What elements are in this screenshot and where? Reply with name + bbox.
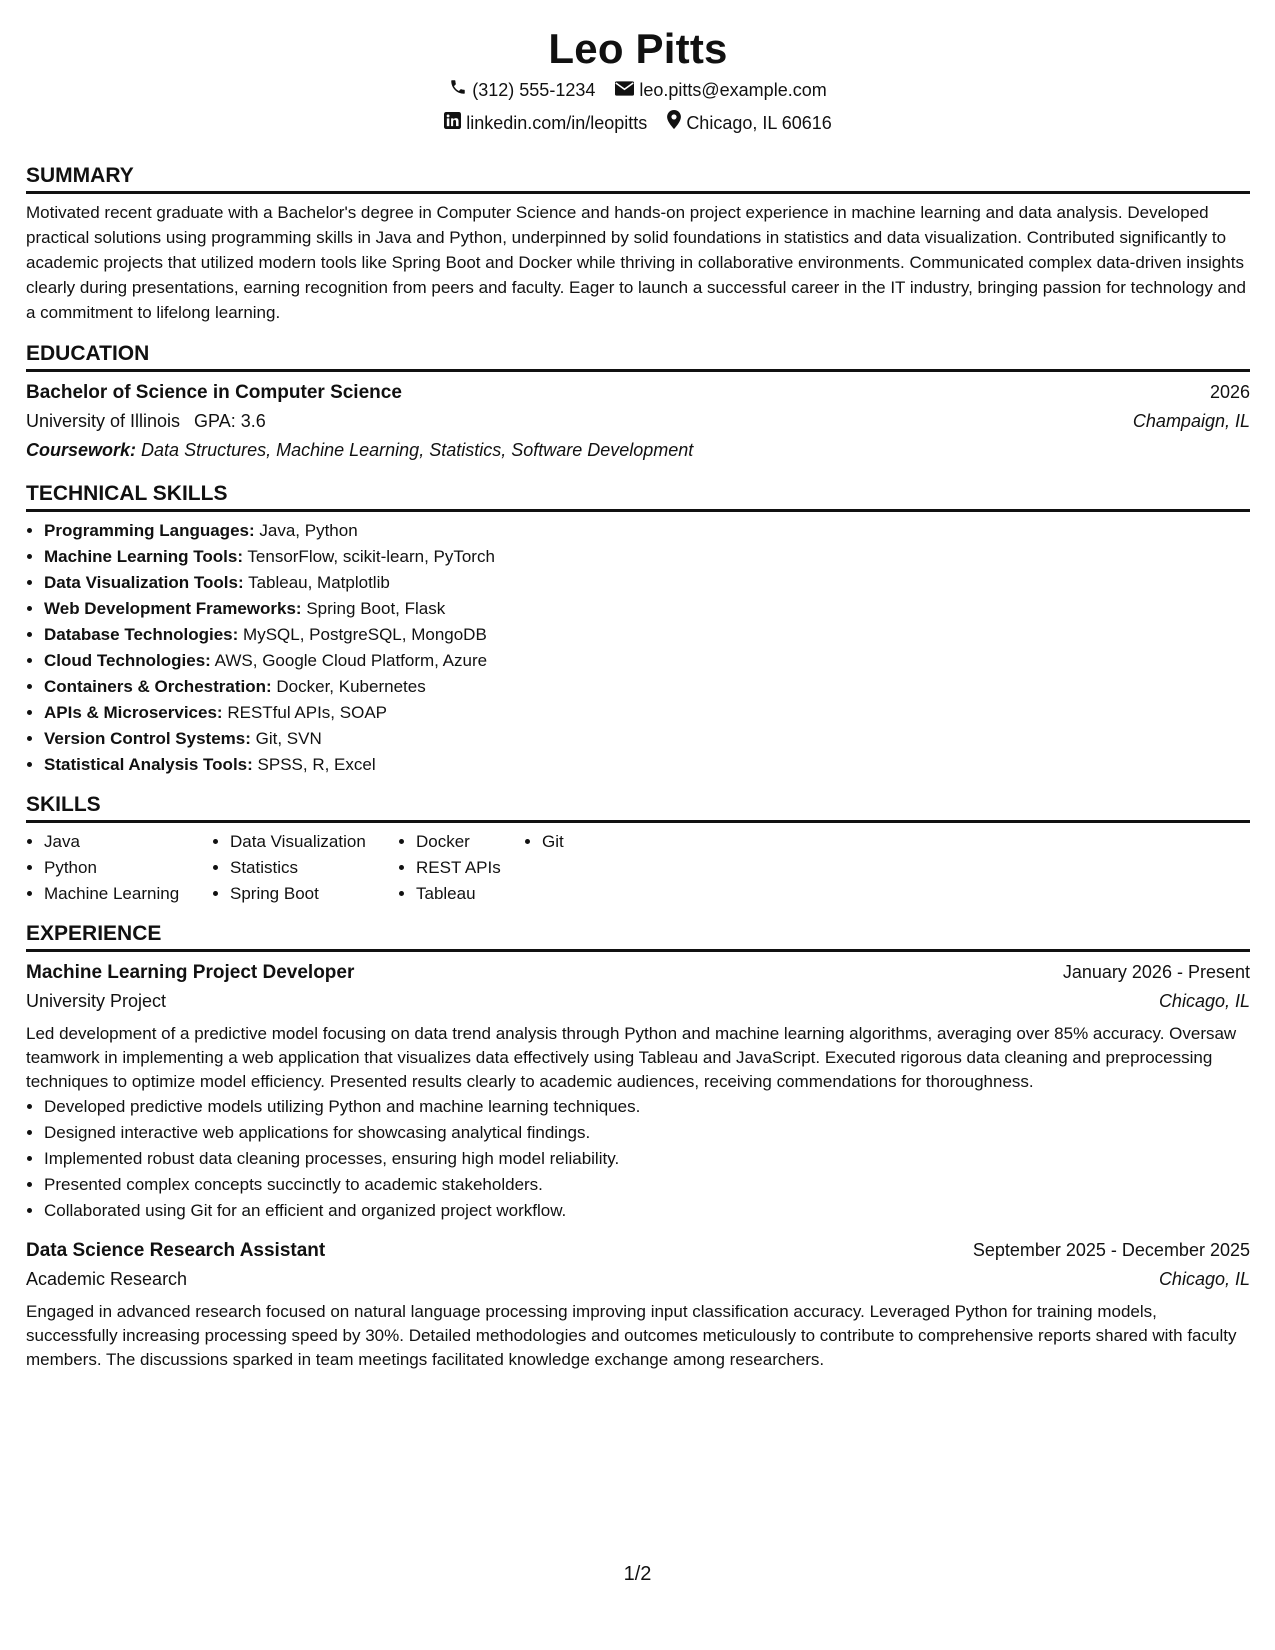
experience-row-2	[26, 987, 1250, 1016]
school-location: Champaign, IL	[1132, 411, 1250, 431]
coursework-list: Data Structures, Machine Learning, Statistics, Software Development	[141, 440, 694, 460]
education-heading: EDUCATION	[26, 341, 1250, 372]
skill-label: Programming Languages:	[44, 521, 255, 540]
skill-item: • Python	[44, 855, 212, 881]
linkedin-icon	[444, 111, 461, 135]
envelope-icon	[615, 78, 634, 102]
skill-value: TensorFlow, scikit-learn, PyTorch	[247, 547, 495, 566]
technical-skills-heading: TECHNICAL SKILLS	[26, 481, 1250, 512]
technical-skill-item	[44, 700, 1250, 726]
skill-label: Cloud Technologies:	[44, 651, 211, 670]
skills-heading: SKILLS	[26, 792, 1250, 823]
skills-column	[524, 829, 622, 907]
resume-header	[26, 24, 1250, 135]
job-bullet: • Developed predictive models utilizing Python and machine learning techniques.	[44, 1094, 1250, 1120]
job-org: University Project	[26, 991, 167, 1011]
coursework	[26, 436, 1250, 465]
skill-item: • Docker	[416, 829, 524, 855]
coursework-label: Coursework:	[26, 440, 137, 460]
skill-value: Java, Python	[259, 521, 358, 540]
skill-label: Machine Learning Tools:	[44, 547, 243, 566]
degree-title: Bachelor of Science in Computer Science	[26, 382, 402, 403]
job-description: Led development of a predictive model focusing on data trend analysis through Python and machine learning algorithms, averaging over 85% accuracy. Oversaw teamwork in implementing a web application that visualizes data effectively using Tableau and JavaScript. Executed rigorous data cleaning and preprocessing techniques to optimize model efficiency. Presented results clearly to academic audiences, receiving commendations for thoroughness.	[26, 1024, 1237, 1091]
job-location: Chicago, IL	[1158, 991, 1250, 1011]
job-dates: September 2025 - December 2025	[972, 1240, 1250, 1260]
skill-value: RESTful APIs, SOAP	[227, 703, 387, 722]
technical-skill-item	[44, 674, 1250, 700]
email-contact[interactable]	[615, 78, 826, 102]
summary-text: Motivated recent graduate with a Bachelor's degree in Computer Science and hands-on project experience in machine learning and data analysis. Developed practical solutions using programming skills in Java and Python, underpinned by solid foundations in statistics and data visualization. Contributed significantly to academic projects that utilized modern tools like Spring Boot and Docker while thriving in collaborative environments. Communicated complex data-driven insights clearly during presentations, earning recognition from peers and faculty. Eager to launch a successful career in the IT industry, bringing passion for technology and a commitment to lifelong learning.	[26, 203, 1246, 322]
experience-row-1	[26, 958, 1250, 987]
skill-label: Data Visualization Tools:	[44, 573, 244, 592]
skill-value: Spring Boot, Flask	[306, 599, 446, 618]
job-bullet: • Designed interactive web applications for showcasing analytical findings.	[44, 1120, 1250, 1146]
skill-value: SPSS, R, Excel	[257, 755, 376, 774]
education-row-1	[26, 378, 1250, 407]
skills-column	[26, 829, 212, 907]
linkedin-contact[interactable]	[444, 111, 647, 135]
skill-value: Tableau, Matplotlib	[248, 573, 390, 592]
candidate-name: Leo Pitts	[548, 25, 728, 72]
skill-label: Web Development Frameworks:	[44, 599, 302, 618]
technical-skill-item	[44, 518, 1250, 544]
page-number: 1/2	[623, 1563, 652, 1585]
technical-skill-item	[44, 752, 1250, 778]
gpa: GPA: 3.6	[194, 411, 266, 431]
skill-item: • Tableau	[416, 881, 524, 907]
skill-item: • REST APIs	[416, 855, 524, 881]
experience-row-1	[26, 1236, 1250, 1265]
job-role: Data Science Research Assistant	[26, 1240, 326, 1261]
technical-skill-item	[44, 544, 1250, 570]
phone-contact	[449, 78, 595, 102]
education-section	[26, 341, 1250, 465]
skill-item: • Statistics	[230, 855, 398, 881]
skill-item: • Java	[44, 829, 212, 855]
skill-label: Database Technologies:	[44, 625, 239, 644]
contact-row-secondary	[26, 110, 1250, 135]
skill-item: • Spring Boot	[230, 881, 398, 907]
school-name: University of Illinois	[26, 411, 181, 431]
skill-label: APIs & Microservices:	[44, 703, 223, 722]
skill-value: MySQL, PostgreSQL, MongoDB	[243, 625, 487, 644]
map-pin-icon	[667, 110, 681, 135]
resume-page	[26, 0, 1250, 1384]
phone-icon	[449, 78, 467, 102]
job-bullet: • Implemented robust data cleaning processes, ensuring high model reliability.	[44, 1146, 1250, 1172]
skill-value: Git, SVN	[255, 729, 322, 748]
job-role: Machine Learning Project Developer	[26, 962, 355, 983]
email-address[interactable]: leo.pitts@example.com	[639, 80, 827, 100]
job-org: Academic Research	[26, 1269, 188, 1289]
technical-skills-section	[26, 481, 1250, 778]
skill-label: Statistical Analysis Tools:	[44, 755, 253, 774]
skill-value: Docker, Kubernetes	[276, 677, 426, 696]
skills-grid	[26, 829, 1250, 907]
contact-row-primary	[26, 78, 1250, 102]
linkedin-url[interactable]: linkedin.com/in/leopitts	[466, 112, 648, 133]
skill-item: • Data Visualization	[230, 829, 398, 855]
skill-item: • Machine Learning	[44, 881, 212, 907]
experience-entry	[26, 1236, 1250, 1372]
skills-column	[398, 829, 524, 907]
technical-skill-item	[44, 570, 1250, 596]
phone-number: (312) 555-1234	[472, 80, 596, 100]
job-bullet: • Presented complex concepts succinctly to academic stakeholders.	[44, 1172, 1250, 1198]
location-text: Chicago, IL 60616	[686, 112, 832, 133]
skill-label: Containers & Orchestration:	[44, 677, 272, 696]
experience-row-2	[26, 1265, 1250, 1294]
job-location: Chicago, IL	[1158, 1269, 1250, 1289]
job-bullets	[26, 1094, 1250, 1224]
education-row-2	[26, 407, 1250, 436]
graduation-year: 2026	[1209, 382, 1250, 402]
skills-column	[212, 829, 398, 907]
technical-skill-item	[44, 648, 1250, 674]
location-contact	[667, 110, 831, 135]
skill-item: • Git	[542, 829, 622, 855]
experience-section	[26, 921, 1250, 1372]
summary-heading: SUMMARY	[26, 163, 1250, 194]
technical-skill-item	[44, 622, 1250, 648]
job-bullet: • Collaborated using Git for an efficient and organized project workflow.	[44, 1198, 1250, 1224]
school-info	[26, 407, 266, 436]
technical-skills-list	[26, 518, 1250, 778]
experience-entry	[26, 958, 1250, 1224]
skills-section	[26, 792, 1250, 907]
job-description: Engaged in advanced research focused on natural language processing improving input classification accuracy. Leveraged Python for training models, successfully increasing processing speed by 30%. Detailed methodologies and outcomes meticulously to contribute to comprehensive reports shared with faculty members. The discussions sparked in team meetings facilitated knowledge exchange among researchers.	[26, 1302, 1237, 1369]
job-dates: January 2026 - Present	[1062, 962, 1250, 982]
skill-value: AWS, Google Cloud Platform, Azure	[214, 651, 488, 670]
experience-heading: EXPERIENCE	[26, 921, 1250, 952]
skill-label: Version Control Systems:	[44, 729, 251, 748]
technical-skill-item	[44, 726, 1250, 752]
technical-skill-item	[44, 596, 1250, 622]
summary-section	[26, 163, 1250, 325]
